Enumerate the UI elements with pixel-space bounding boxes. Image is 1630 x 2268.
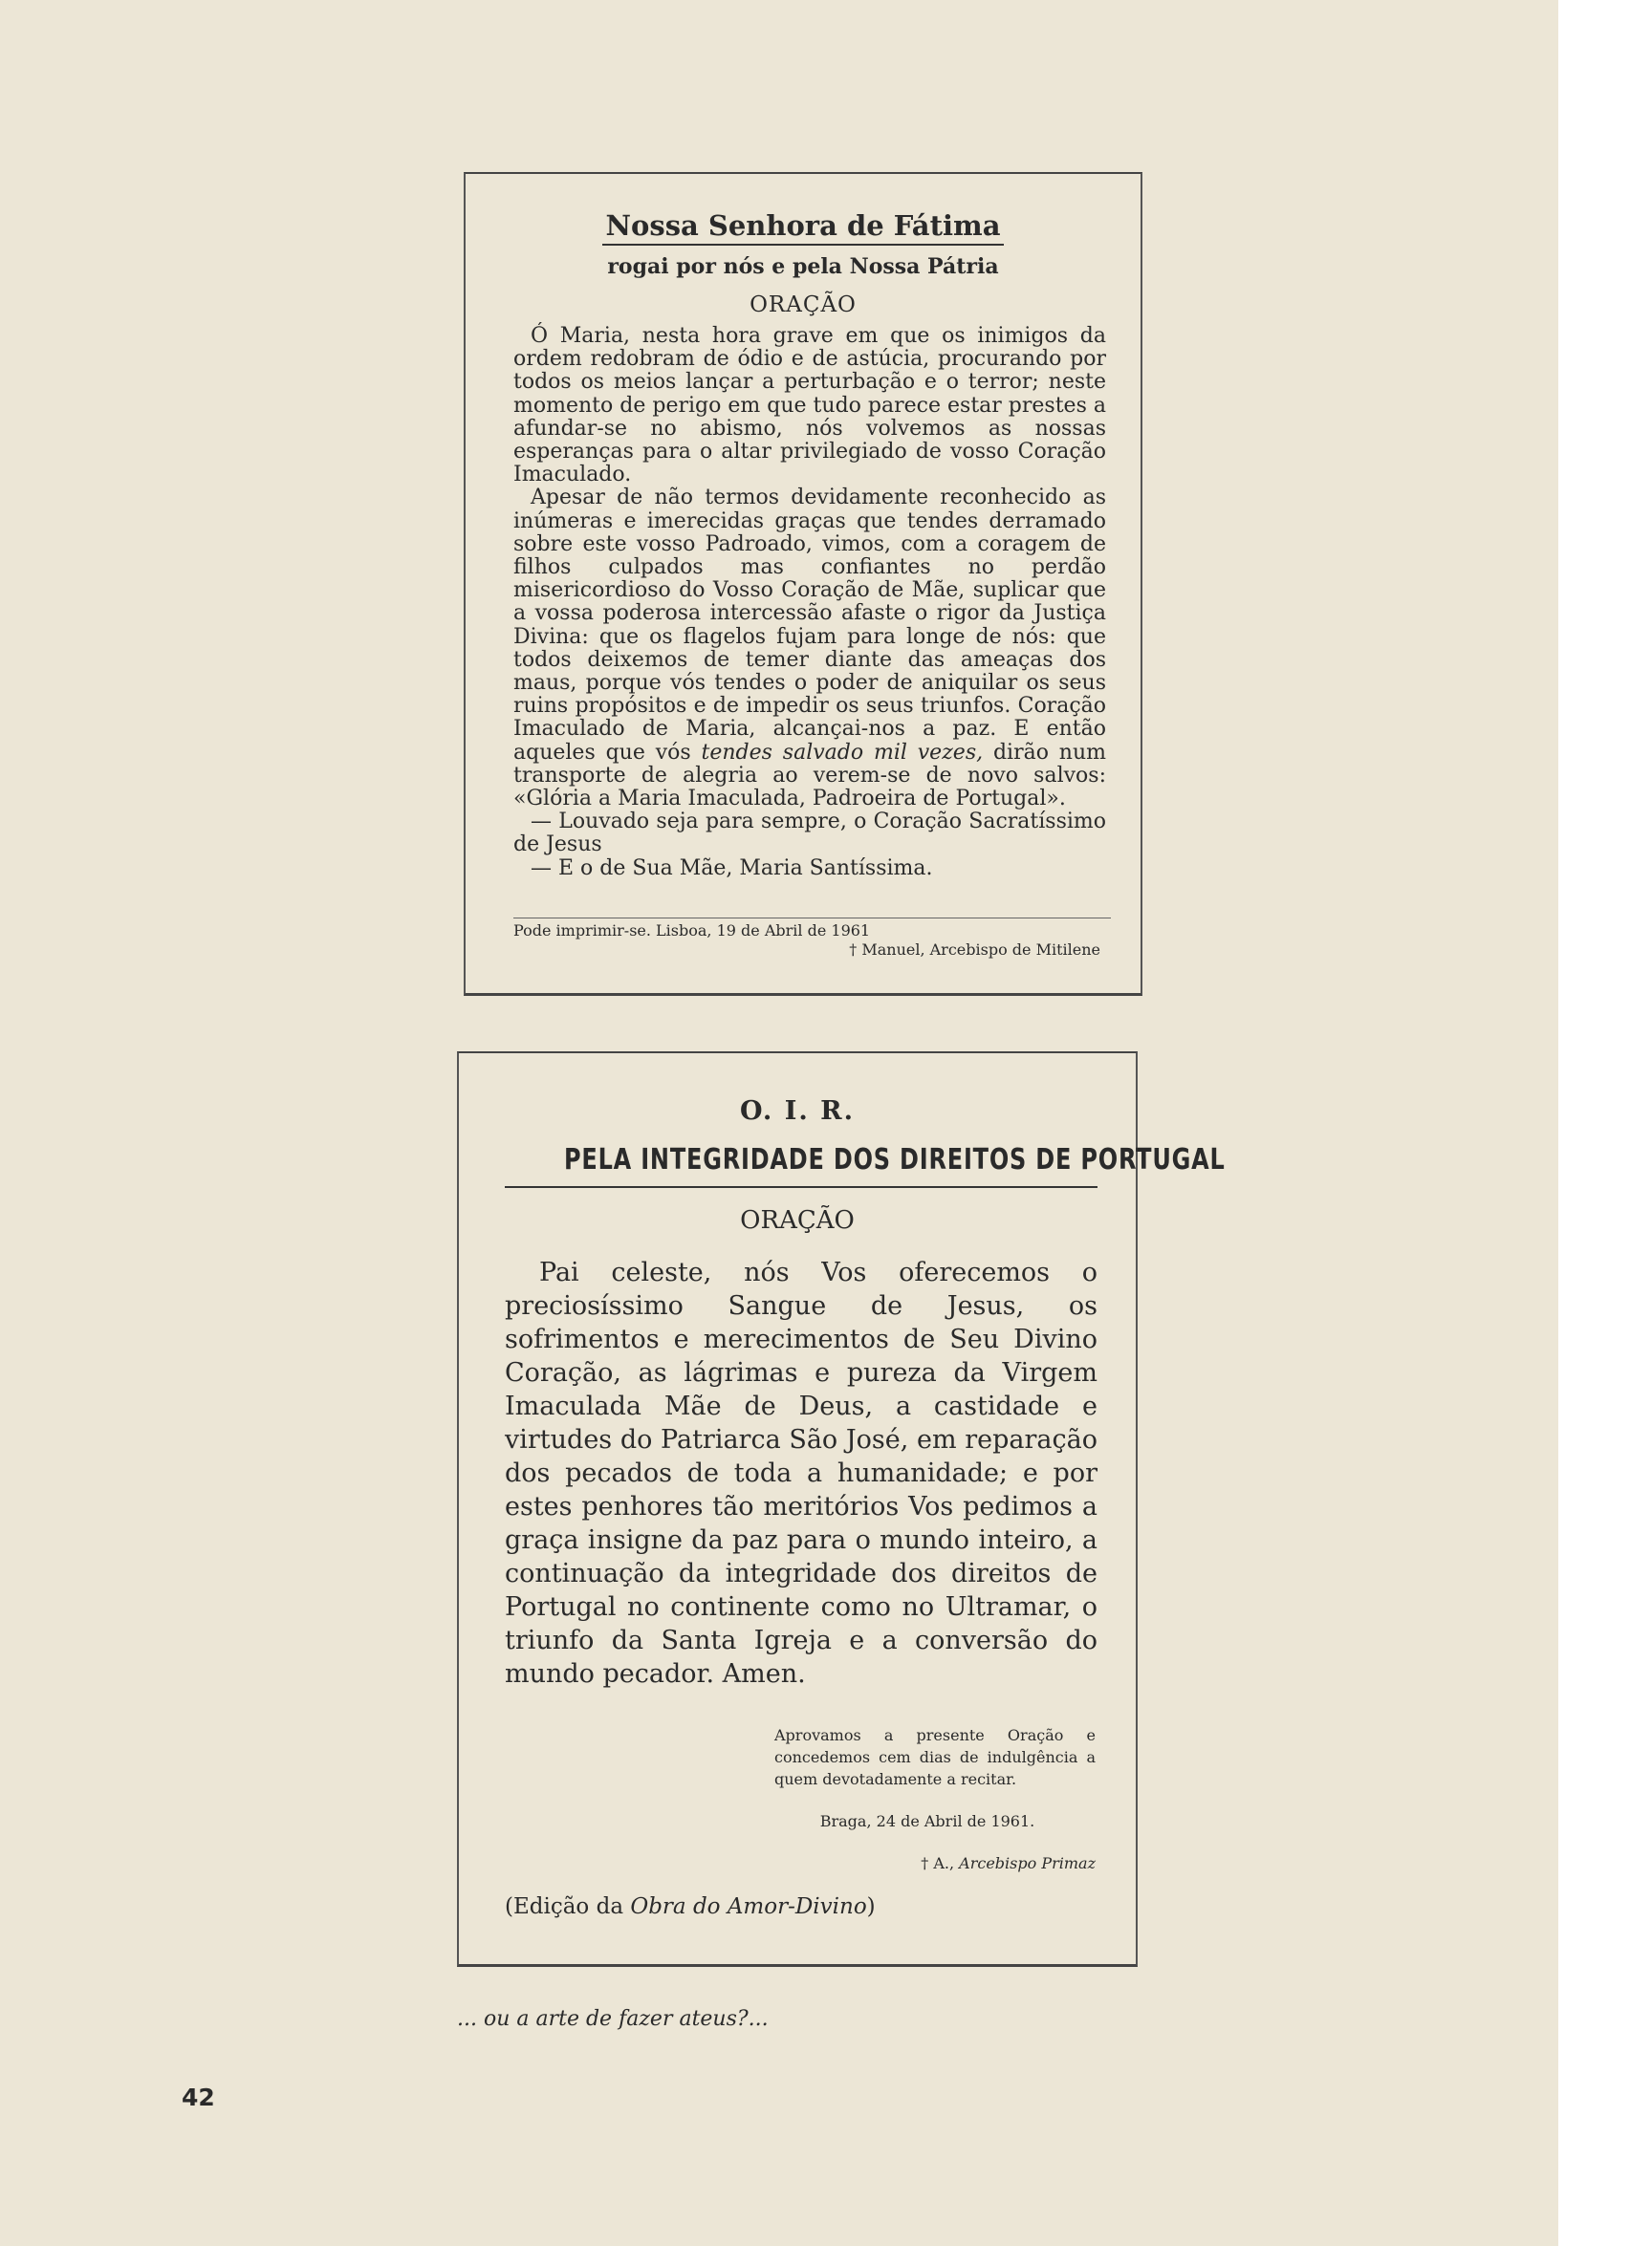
prayer-box-oir: [457, 1051, 1226, 1967]
divider: [505, 1186, 1098, 1188]
place-date: Braga, 24 de Abril de 1961.: [819, 1812, 1035, 1830]
oir-bishop-signature: † A., Arcebispo Primaz: [921, 1854, 1096, 1872]
fatima-paragraph-3: — Louvado seja para sempre, o Coração Sacratíssimo de Jesus: [513, 810, 1106, 857]
fatima-title: Nossa Senhora de Fátima: [466, 209, 1141, 242]
oir-paragraph: Pai celeste, nós Vos oferecemos o preciosíssimo Sangue de Jesus, os sofrimentos e merecimentos de Seu Divino Coração, as lágrimas e pureza da Virgem Imaculada Mãe de Deus, a castidade e virtudes do Patriarca São José, em reparação dos pecados de toda a humanidade; e por estes penhores tão meritórios Vos pedimos a graça insigne da paz para o mundo inteiro, a continuação da integridade dos direitos de Portugal no continente como no Ultramar, o triunfo da Santa Igreja e a conversão do mundo pecador. Amen.: [505, 1258, 1098, 1689]
oir-prayer-text: [505, 1256, 1098, 1691]
fatima-prayer-text: [513, 325, 1106, 880]
edition-note: (Edição da Obra do Amor-Divino): [505, 1894, 876, 1919]
fatima-oracao-label: ORAÇÃO: [750, 292, 857, 317]
page-number: 42: [182, 2084, 215, 2111]
footer-caption: ... ou a arte de fazer ateus?...: [457, 2007, 769, 2031]
oir-title: O. I. R.: [739, 1096, 855, 1126]
fatima-subtitle: rogai por nós e pela Nossa Pátria: [607, 254, 999, 279]
fatima-paragraph-4: — E o de Sua Mãe, Maria Santíssima.: [531, 855, 933, 880]
fatima-bishop-signature: † Manuel, Arcebispo de Mitilene: [849, 940, 1100, 959]
approval-text: Aprovamos a presente Oração e concedemos cem dias de indulgência a quem devotadamente a recitar.: [774, 1726, 1096, 1788]
prayer-box-fatima: [464, 172, 1142, 996]
oir-heading: PELA INTEGRIDADE DOS DIREITOS DE PORTUGAL: [564, 1143, 1226, 1177]
fatima-paragraph-1: Ó Maria, nesta hora grave em que os inimigos da ordem redobram de ódio e de astúcia, procurando por todos os meios lançar a perturbação e o terror; neste momento de perigo em que tudo parece estar prestes a afundar-se no abismo, nós volvemos as nossas esperanças para o altar privilegiado de vosso Coração Imaculado.: [513, 324, 1106, 487]
fatima-paragraph-2: Apesar de não termos devidamente reconhecido as inúmeras e imerecidas graças que tendes derramado sobre este vosso Padroado, vimos, com a coragem de filhos culpados mas confiantes no perdão misericordioso do Vosso Coração de Mãe, suplicar que a vossa poderosa intercessão afaste o rigor da Justiça Divina: que os flagelos fujam para longe de nós: que todos deixemos de temer diante das ameaças dos maus, porque vós tendes o poder de aniquilar os seus ruins propósitos e de impedir os seus triunfos. Coração Imaculado de Maria, alcançai-nos a paz. E então aqueles que vós tendes salvado mil vezes, dirão num transporte de alegria ao verem-se de novo salvos: «Glória a Maria Imaculada, Padroeira de Portugal».: [513, 486, 1107, 811]
oir-oracao-label: ORAÇÃO: [740, 1206, 855, 1235]
imprimatur: Pode imprimir-se. Lisboa, 19 de Abril de 1961: [513, 921, 871, 940]
